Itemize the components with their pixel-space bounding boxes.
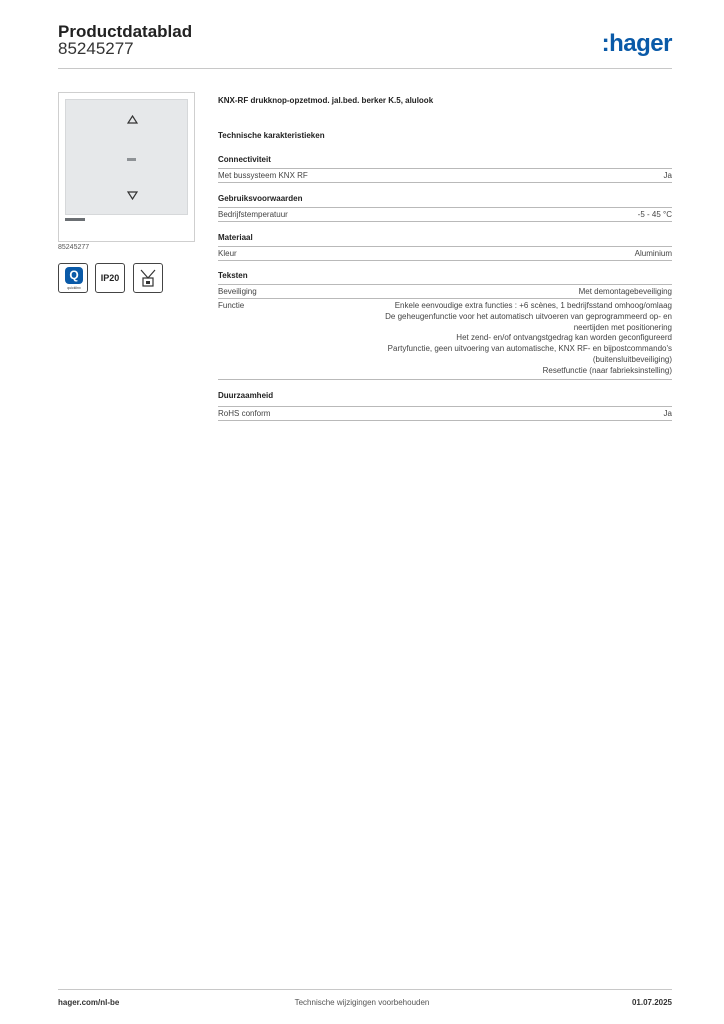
spec-value: -5 - 45 °C — [637, 210, 672, 219]
function-line: De geheugenfunctie voor het automatisch uitvoeren van geprogrammeerd op- en — [385, 311, 672, 321]
group-label-connectiviteit: Connectiviteit — [218, 155, 271, 164]
switch-plate — [65, 99, 188, 215]
function-line: Het zend- en/of ontvangstgedrag kan worden geconfigureerd — [456, 333, 672, 343]
row-divider — [218, 221, 672, 222]
section-title: Technische karakteristieken — [218, 131, 325, 140]
spec-key: Functie — [218, 301, 245, 310]
function-line: Resetfunctie (naar fabrieksinstelling) — [542, 365, 672, 375]
spec-row — [218, 406, 672, 421]
up-arrow-icon — [127, 115, 138, 124]
product-number: 85245277 — [58, 39, 134, 58]
spec-row — [218, 246, 672, 261]
spec-value: Aluminium — [634, 249, 672, 258]
function-line: Enkele eenvoudige extra functies : +6 scènes, 1 bedrijfsstand omhoog/omlaag — [394, 301, 672, 310]
accessory-badge — [133, 263, 163, 293]
spec-key: Beveiliging — [218, 287, 257, 296]
group-label-duurzaamheid: Duurzaamheid — [218, 391, 274, 400]
spec-key: RoHS conform — [218, 409, 271, 418]
product-image — [58, 92, 195, 242]
product-title: KNX-RF drukknop-opzetmod. jal.bed. berker K.5, alulook — [218, 96, 434, 105]
footer-disclaimer: Technische wijzigingen voorbehouden — [294, 998, 430, 1007]
accessory-icon — [134, 264, 162, 292]
spec-value: Ja — [663, 409, 672, 418]
stop-bar-icon — [127, 158, 136, 161]
image-caption: 85245277 — [58, 244, 90, 251]
hager-logo: :hager — [601, 30, 672, 57]
spec-row — [218, 207, 672, 222]
function-line: (buitensluitbeveiliging) — [592, 354, 672, 364]
page-title: Productdatablad — [58, 22, 193, 41]
down-arrow-icon — [127, 191, 138, 200]
spec-row — [218, 284, 672, 299]
spec-row — [218, 168, 672, 183]
ip-rating-badge: IP20 — [95, 263, 125, 293]
spec-value-lines — [385, 301, 672, 377]
footer-website-link[interactable]: hager.com/nl-be — [58, 998, 120, 1007]
group-label-materiaal: Materiaal — [218, 233, 253, 242]
spec-key: Kleur — [218, 249, 237, 258]
footer-divider — [58, 989, 672, 990]
function-line: Partyfunctie, geen uitvoering van automatische, KNX RF- en bijpostcommando's — [387, 344, 672, 354]
row-divider — [218, 420, 672, 421]
spec-key: Bedrijfstemperatuur — [218, 210, 288, 219]
footer-date: 01.07.2025 — [631, 998, 672, 1007]
row-divider — [218, 182, 672, 183]
group-label-gebruiksvoorwaarden: Gebruiksvoorwaarden — [218, 194, 303, 203]
function-line: neertijden met positionering — [573, 322, 672, 332]
quality-label: quicklinx — [67, 286, 81, 290]
row-divider — [218, 260, 672, 261]
brand-mark — [65, 218, 85, 221]
row-divider — [218, 379, 672, 380]
header-divider — [58, 68, 672, 69]
quality-badge — [58, 263, 88, 293]
spec-value: Met demontagebeveiliging — [578, 287, 672, 296]
group-label-teksten: Teksten — [218, 271, 248, 280]
spec-row — [218, 298, 672, 380]
spec-key: Met bussysteem KNX RF — [218, 171, 308, 180]
quality-icon: Q — [65, 267, 83, 284]
spec-value: Ja — [663, 171, 672, 180]
